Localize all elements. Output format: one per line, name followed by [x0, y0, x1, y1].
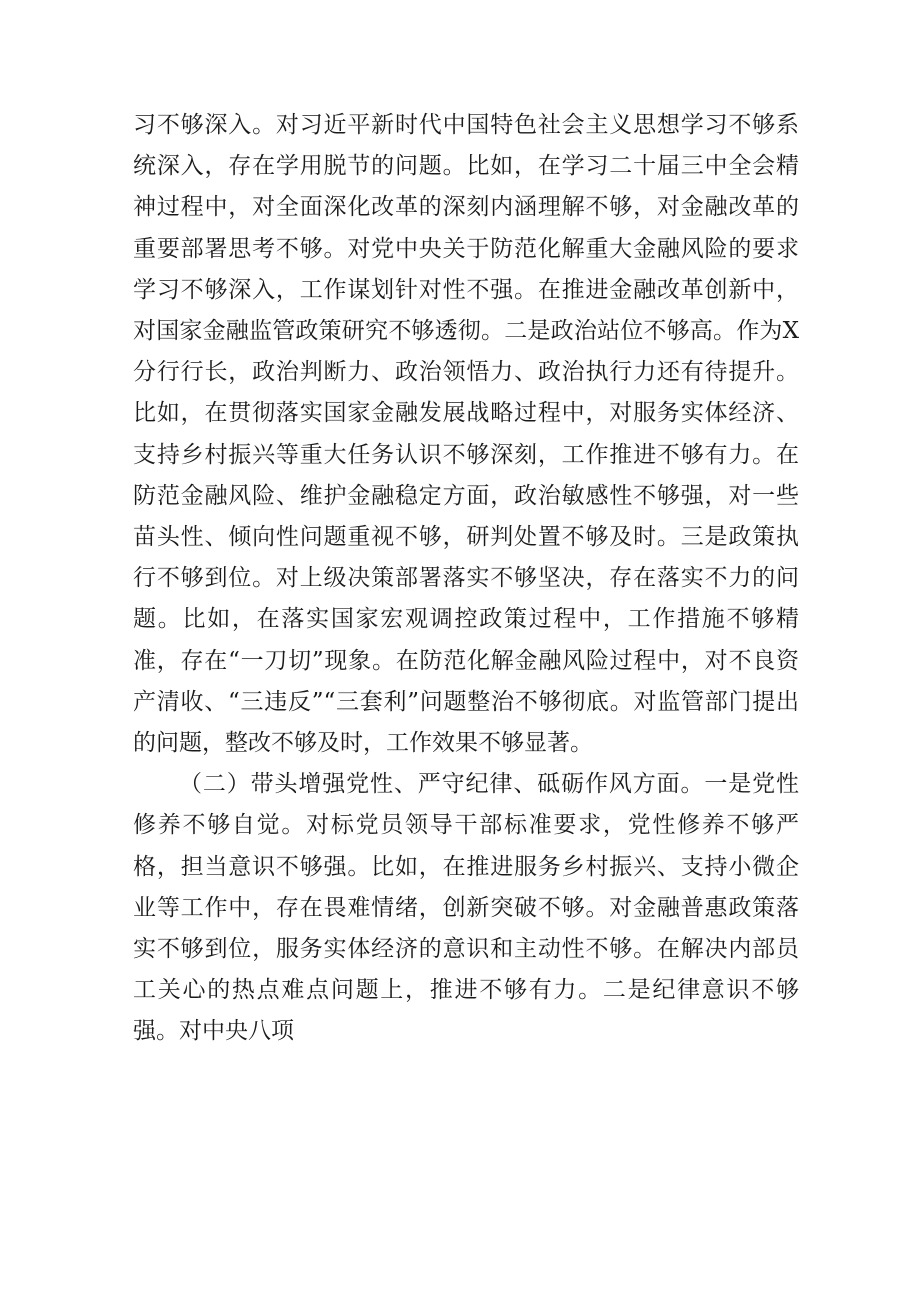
paragraph-2: （二）带头增强党性、严守纪律、砥砺作风方面。一是党性修养不够自觉。对标党员领导干部标准要求，党性修养不够严格，担当意识不够强。比如，在推进服务乡村振兴、支持小微企业等工作中，存在畏难情绪，创新突破不够。对金融普惠政策落实不够到位，服务实体经济的意识和主动性不够。在解决内部员工关心的热点难点问题上，推进不够有力。二是纪律意识不够强。对中央八项: [133, 771, 799, 1045]
document-body: [133, 105, 799, 1053]
paragraph-1: 习不够深入。对习近平新时代中国特色社会主义思想学习不够系统深入，存在学用脱节的问题。比如，在学习二十届三中全会精神过程中，对全面深化改革的深刻内涵理解不够，对金融改革的重要部署思考不够。对党中央关于防范化解重大金融风险的要求学习不够深入，工作谋划针对性不强。在推进金融改革创新中，对国家金融监管政策研究不够透彻。二是政治站位不够高。作为X分行行长，政治判断力、政治领悟力、政治执行力还有待提升。比如，在贯彻落实国家金融发展战略过程中，对服务实体经济、支持乡村振兴等重大任务认识不够深刻，工作推进不够有力。在防范金融风险、维护金融稳定方面，政治敏感性不够强，对一些苗头性、倾向性问题重视不够，研判处置不够及时。三是政策执行不够到位。对上级决策部署落实不够坚决，存在落实不力的问题。比如，在落实国家宏观调控政策过程中，工作措施不够精准，存在“一刀切”现象。在防范化解金融风险过程中，对不良资产清收、“三违反”“三套利”问题整治不够彻底。对监管部门提出的问题，整改不够及时，工作效果不够显著。: [133, 112, 799, 757]
